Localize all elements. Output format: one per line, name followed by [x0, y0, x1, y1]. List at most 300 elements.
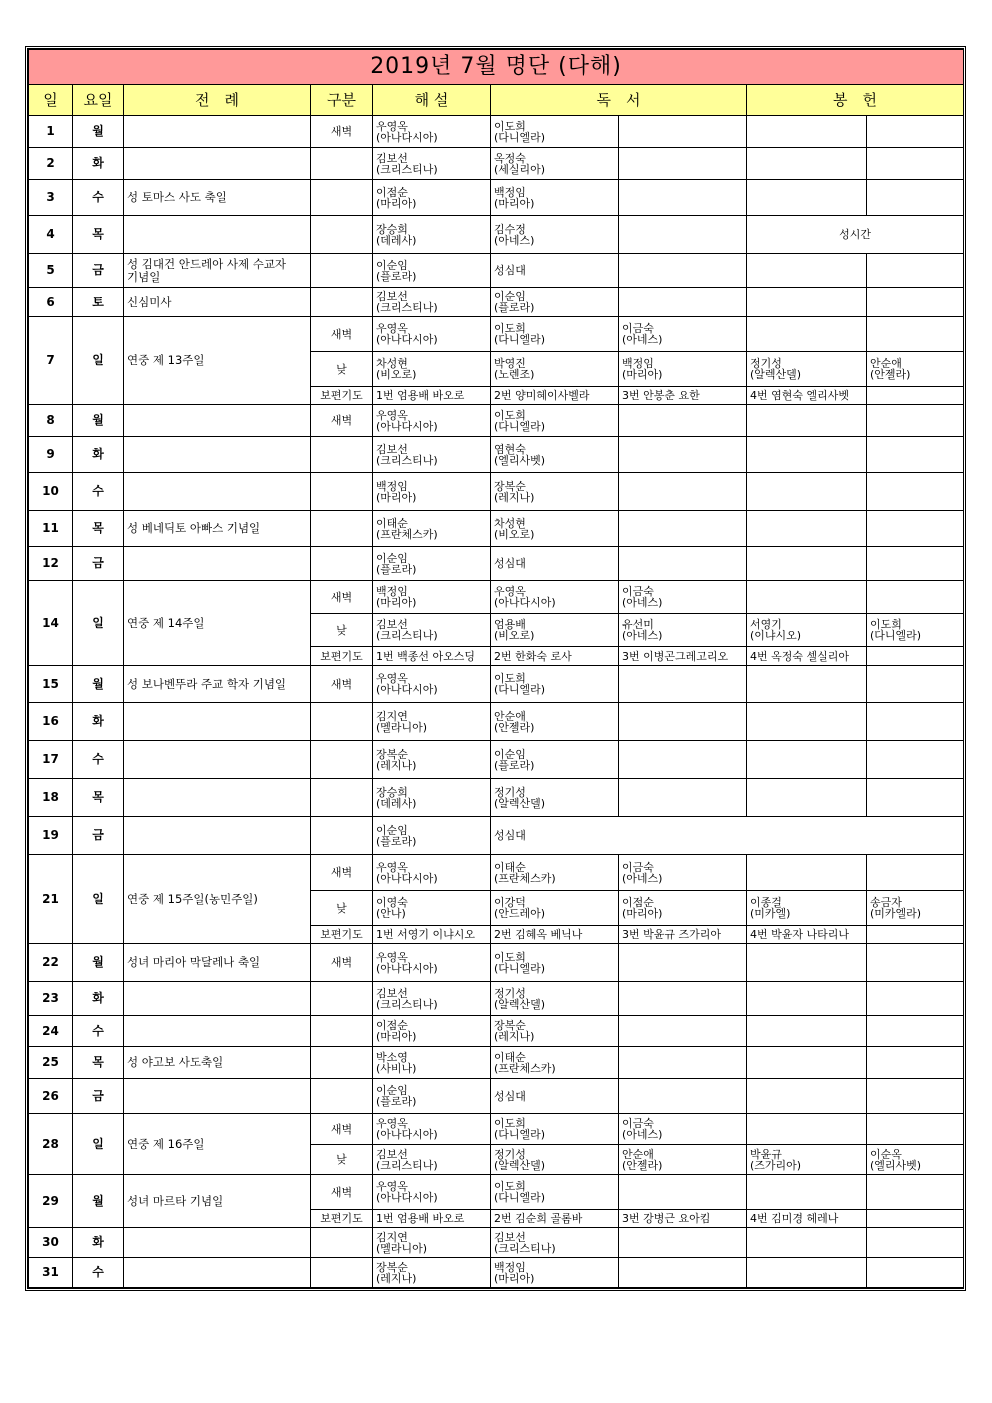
offering-cell: 이종걸 (미카엘): [747, 891, 867, 926]
commentary-cell: 우영옥 (아나다시아): [373, 666, 491, 703]
offering-cell: [867, 288, 964, 317]
commentary-cell: 이태순 (프란체스카): [373, 511, 491, 547]
commentary-cell: 이순임 (플로라): [373, 1079, 491, 1114]
offering-cell: [747, 405, 867, 437]
reading-cell: 이금숙 (아네스): [619, 1114, 747, 1145]
reading-cell: 이태순 (프란체스카): [491, 1047, 619, 1079]
weekday: 월: [73, 405, 124, 437]
commentary-cell: 1번 백종선 아오스딩: [373, 647, 491, 666]
reading-cell: 3번 안봉춘 요한: [619, 387, 747, 405]
reading-cell: [619, 511, 747, 547]
liturgy-feast: [124, 116, 311, 148]
offering-cell: [867, 317, 964, 352]
commentary-cell: 장복순 (레지나): [373, 741, 491, 779]
reading-cell: 정기성 (알렉산델): [491, 982, 619, 1016]
header-weekday: 요일: [73, 85, 124, 116]
commentary-cell: 1번 엄용배 바오로: [373, 1210, 491, 1228]
day-number: 25: [29, 1047, 73, 1079]
reading-cell: [619, 779, 747, 817]
reading-cell: 염현숙 (엘리사벳): [491, 437, 619, 473]
day-number: 8: [29, 405, 73, 437]
table-row: [29, 216, 964, 254]
table-row: [29, 148, 964, 180]
commentary-cell: 이점순 (마리아): [373, 180, 491, 216]
table-row: [29, 982, 964, 1016]
offering-cell: 송금자 (미카엘라): [867, 891, 964, 926]
service-kind: [311, 703, 373, 741]
reading-cell: [619, 547, 747, 581]
liturgy-feast: [124, 216, 311, 254]
reading-cell: 2번 김순희 골롬바: [491, 1210, 619, 1228]
liturgy-feast: 성녀 마르타 기념일: [124, 1175, 311, 1228]
reading-cell: [619, 1079, 747, 1114]
offering-cell: 안순애 (안젤라): [867, 352, 964, 387]
reading-cell: 박영진 (노렌조): [491, 352, 619, 387]
table-row: [29, 1079, 964, 1114]
weekday: 월: [73, 116, 124, 148]
liturgy-feast: [124, 817, 311, 855]
day-number: 1: [29, 116, 73, 148]
reading-cell: 우영옥 (아나다시아): [491, 581, 619, 614]
service-kind: [311, 288, 373, 317]
offering-cell: 이도희 (다니엘라): [867, 614, 964, 647]
reading-cell: 2번 김혜옥 베닉나: [491, 926, 619, 944]
reading-cell: 이태순 (프란체스카): [491, 855, 619, 891]
commentary-cell: 우영옥 (아나다시아): [373, 116, 491, 148]
service-kind: 새벽: [311, 405, 373, 437]
day-number: 22: [29, 944, 73, 982]
reading-cell: 이순임 (플로라): [491, 741, 619, 779]
offering-cell: [867, 581, 964, 614]
offering-cell: [747, 1016, 867, 1047]
service-kind: [311, 148, 373, 180]
service-kind: [311, 180, 373, 216]
table-row: [29, 437, 964, 473]
reading-cell: [619, 254, 747, 288]
offering-cell: [867, 473, 964, 511]
offering-cell: [867, 926, 964, 944]
offering-cell: [747, 703, 867, 741]
day-number: 17: [29, 741, 73, 779]
reading-cell: 이순임 (플로라): [491, 288, 619, 317]
reading-cell: 이도희 (다니엘라): [491, 1175, 619, 1210]
table-row: [29, 1228, 964, 1258]
day-number: 7: [29, 317, 73, 405]
service-kind: [311, 741, 373, 779]
reading-cell: 안순애 (안젤라): [491, 703, 619, 741]
service-kind: 새벽: [311, 1114, 373, 1145]
commentary-cell: 장승희 (데레사): [373, 216, 491, 254]
reading-cell: 이점순 (마리아): [619, 891, 747, 926]
reading-cell: [619, 703, 747, 741]
reading-cell: 이도희 (다니엘라): [491, 944, 619, 982]
table-row: [29, 581, 964, 614]
table-row: [29, 1114, 964, 1145]
liturgy-feast: 성 토마스 사도 축일: [124, 180, 311, 216]
offering-cell: [867, 666, 964, 703]
table-row: [29, 288, 964, 317]
liturgy-feast: [124, 547, 311, 581]
offering-cell: [747, 317, 867, 352]
offering-cell: [867, 944, 964, 982]
liturgy-feast: [124, 473, 311, 511]
reading-cell: 백정임 (마리아): [491, 180, 619, 216]
offering-cell: [867, 1047, 964, 1079]
reading-cell: 이도희 (다니엘라): [491, 1114, 619, 1145]
liturgy-feast: 성 보나벤뚜라 주교 학자 기념일: [124, 666, 311, 703]
weekday: 금: [73, 817, 124, 855]
table-row: [29, 1175, 964, 1210]
offering-cell: [747, 437, 867, 473]
reading-cell: [619, 1047, 747, 1079]
liturgy-feast: [124, 741, 311, 779]
offering-cell: 성시간: [747, 216, 964, 254]
commentary-cell: 박소영 (사비나): [373, 1047, 491, 1079]
reading-cell: [619, 1258, 747, 1288]
offering-cell: [747, 1114, 867, 1145]
table-row: [29, 944, 964, 982]
day-number: 30: [29, 1228, 73, 1258]
weekday: 화: [73, 982, 124, 1016]
service-kind: 새벽: [311, 116, 373, 148]
service-kind: [311, 779, 373, 817]
service-kind: [311, 1079, 373, 1114]
reading-cell: 이금숙 (아네스): [619, 317, 747, 352]
commentary-cell: 백정임 (마리아): [373, 581, 491, 614]
offering-cell: [867, 779, 964, 817]
offering-cell: [747, 581, 867, 614]
commentary-cell: 김보선 (크리스티나): [373, 288, 491, 317]
reading-cell: [619, 148, 747, 180]
reading-cell: 2번 양미혜이사벨라: [491, 387, 619, 405]
liturgy-feast: [124, 1258, 311, 1288]
commentary-cell: 1번 엄용배 바오로: [373, 387, 491, 405]
commentary-cell: 우영옥 (아나다시아): [373, 405, 491, 437]
table-row: [29, 116, 964, 148]
day-number: 28: [29, 1114, 73, 1175]
offering-cell: 4번 박윤자 나타리나: [747, 926, 867, 944]
reading-cell: [619, 288, 747, 317]
weekday: 금: [73, 254, 124, 288]
offering-cell: [867, 855, 964, 891]
reading-cell: [619, 944, 747, 982]
service-kind: 낮: [311, 1145, 373, 1175]
weekday: 일: [73, 855, 124, 944]
offering-cell: [867, 180, 964, 216]
commentary-cell: 장복순 (레지나): [373, 1258, 491, 1288]
day-number: 5: [29, 254, 73, 288]
offering-cell: 4번 옥정숙 셀실리아: [747, 647, 867, 666]
weekday: 수: [73, 1258, 124, 1288]
reading-cell: 이금숙 (아네스): [619, 855, 747, 891]
service-kind: 새벽: [311, 1175, 373, 1210]
service-kind: [311, 547, 373, 581]
reading-cell: 김수정 (아네스): [491, 216, 619, 254]
table-row: [29, 817, 964, 855]
service-kind: 낮: [311, 352, 373, 387]
weekday: 일: [73, 1114, 124, 1175]
weekday: 화: [73, 148, 124, 180]
liturgy-feast: 연중 제 16주일: [124, 1114, 311, 1175]
day-number: 21: [29, 855, 73, 944]
offering-cell: [867, 1175, 964, 1210]
liturgy-feast: [124, 1016, 311, 1047]
reading-cell: 성심대: [491, 1079, 619, 1114]
commentary-cell: 우영옥 (아나다시아): [373, 1175, 491, 1210]
weekday: 화: [73, 437, 124, 473]
weekday: 일: [73, 317, 124, 405]
commentary-cell: 차성현 (비오로): [373, 352, 491, 387]
service-kind: 낮: [311, 614, 373, 647]
commentary-cell: 우영옥 (아나다시아): [373, 1114, 491, 1145]
offering-cell: [747, 741, 867, 779]
liturgy-feast: [124, 1228, 311, 1258]
service-kind: 새벽: [311, 317, 373, 352]
offering-cell: 정기성 (알렉산델): [747, 352, 867, 387]
reading-cell: 이도희 (다니엘라): [491, 317, 619, 352]
offering-cell: [867, 148, 964, 180]
commentary-cell: 김보선 (크리스티나): [373, 982, 491, 1016]
reading-cell: 정기성 (알렉산델): [491, 779, 619, 817]
table-row: [29, 666, 964, 703]
table-row: [29, 473, 964, 511]
table-row: [29, 180, 964, 216]
offering-cell: [867, 547, 964, 581]
offering-cell: [867, 982, 964, 1016]
commentary-cell: 김보선 (크리스티나): [373, 1145, 491, 1175]
commentary-cell: 김보선 (크리스티나): [373, 148, 491, 180]
day-number: 26: [29, 1079, 73, 1114]
reading-cell: [619, 666, 747, 703]
liturgy-feast: [124, 148, 311, 180]
offering-cell: [747, 148, 867, 180]
offering-cell: 박윤규 (즈가리아): [747, 1145, 867, 1175]
reading-cell: [619, 1228, 747, 1258]
offering-cell: 4번 염현숙 엘리사벳: [747, 387, 867, 405]
reading-cell: 3번 박윤규 즈가리아: [619, 926, 747, 944]
commentary-cell: 김보선 (크리스티나): [373, 614, 491, 647]
reading-cell: [619, 1016, 747, 1047]
table-row: [29, 703, 964, 741]
service-kind: 새벽: [311, 944, 373, 982]
commentary-cell: 이영숙 (안나): [373, 891, 491, 926]
offering-cell: [867, 437, 964, 473]
day-number: 12: [29, 547, 73, 581]
commentary-cell: 백정임 (마리아): [373, 473, 491, 511]
table-row: [29, 405, 964, 437]
header-day: 일: [29, 85, 73, 116]
commentary-cell: 우영옥 (아나다시아): [373, 317, 491, 352]
day-number: 24: [29, 1016, 73, 1047]
table-row: [29, 511, 964, 547]
commentary-cell: 장승희 (데레사): [373, 779, 491, 817]
offering-cell: [867, 1228, 964, 1258]
reading-cell: [619, 216, 747, 254]
reading-cell: 성심대: [491, 817, 964, 855]
service-kind: 낮: [311, 891, 373, 926]
offering-cell: [747, 1079, 867, 1114]
page-title: 2019년 7월 명단 (다해): [29, 50, 964, 85]
weekday: 목: [73, 216, 124, 254]
header-kind: 구분: [311, 85, 373, 116]
reading-cell: 정기성 (알렉산델): [491, 1145, 619, 1175]
weekday: 일: [73, 581, 124, 666]
commentary-cell: 우영옥 (아나다시아): [373, 944, 491, 982]
header-commentary: 해 설: [373, 85, 491, 116]
weekday: 월: [73, 666, 124, 703]
day-number: 29: [29, 1175, 73, 1228]
offering-cell: [747, 855, 867, 891]
reading-cell: 장복순 (레지나): [491, 1016, 619, 1047]
liturgy-feast: 연중 제 13주일: [124, 317, 311, 405]
offering-cell: [867, 1210, 964, 1228]
reading-cell: 유선미 (아네스): [619, 614, 747, 647]
weekday: 금: [73, 547, 124, 581]
day-number: 10: [29, 473, 73, 511]
commentary-cell: 이점순 (마리아): [373, 1016, 491, 1047]
weekday: 토: [73, 288, 124, 317]
reading-cell: 장복순 (레지나): [491, 473, 619, 511]
reading-cell: 백정임 (마리아): [619, 352, 747, 387]
service-kind: [311, 254, 373, 288]
day-number: 18: [29, 779, 73, 817]
commentary-cell: 김지연 (멜라니아): [373, 1228, 491, 1258]
commentary-cell: 우영옥 (아나다시아): [373, 855, 491, 891]
offering-cell: [867, 1016, 964, 1047]
offering-cell: 이순옥 (엘리사벳): [867, 1145, 964, 1175]
day-number: 6: [29, 288, 73, 317]
day-number: 9: [29, 437, 73, 473]
day-number: 15: [29, 666, 73, 703]
commentary-cell: 김보선 (크리스티나): [373, 437, 491, 473]
reading-cell: 엄용배 (비오로): [491, 614, 619, 647]
reading-cell: 백정임 (마리아): [491, 1258, 619, 1288]
table-row: [29, 1258, 964, 1288]
reading-cell: 성심대: [491, 254, 619, 288]
service-kind: 보편기도: [311, 926, 373, 944]
offering-cell: [747, 779, 867, 817]
offering-cell: [867, 1258, 964, 1288]
table-row: [29, 317, 964, 352]
day-number: 16: [29, 703, 73, 741]
reading-cell: [619, 473, 747, 511]
service-kind: 새벽: [311, 666, 373, 703]
offering-cell: [867, 1079, 964, 1114]
liturgy-feast: 연중 제 15주일(농민주일): [124, 855, 311, 944]
day-number: 14: [29, 581, 73, 666]
offering-cell: [747, 1258, 867, 1288]
liturgy-feast: 성 베네딕토 아빠스 기념일: [124, 511, 311, 547]
offering-cell: [747, 547, 867, 581]
header-row: [29, 85, 964, 116]
reading-cell: 이도희 (다니엘라): [491, 405, 619, 437]
liturgy-feast: [124, 982, 311, 1016]
reading-cell: [619, 1175, 747, 1210]
liturgy-feast: [124, 437, 311, 473]
table-row: [29, 855, 964, 891]
reading-cell: 옥정숙 (세실리아): [491, 148, 619, 180]
table-row: [29, 547, 964, 581]
offering-cell: [867, 405, 964, 437]
table-row: [29, 741, 964, 779]
offering-cell: [747, 666, 867, 703]
service-kind: [311, 1258, 373, 1288]
weekday: 수: [73, 180, 124, 216]
offering-cell: [747, 288, 867, 317]
service-kind: [311, 216, 373, 254]
weekday: 월: [73, 944, 124, 982]
weekday: 수: [73, 741, 124, 779]
offering-cell: [747, 1047, 867, 1079]
offering-cell: [747, 254, 867, 288]
table-row: [29, 1047, 964, 1079]
offering-cell: [867, 703, 964, 741]
roster-sheet: [25, 46, 966, 1291]
commentary-cell: 이순임 (플로라): [373, 817, 491, 855]
offering-cell: [747, 1228, 867, 1258]
commentary-cell: 이순임 (플로라): [373, 254, 491, 288]
offering-cell: [747, 473, 867, 511]
service-kind: [311, 1228, 373, 1258]
reading-cell: 이도희 (다니엘라): [491, 116, 619, 148]
service-kind: 새벽: [311, 855, 373, 891]
reading-cell: [619, 405, 747, 437]
liturgy-feast: 성녀 마리아 막달레나 축일: [124, 944, 311, 982]
liturgy-feast: 연중 제 14주일: [124, 581, 311, 666]
table-row: [29, 779, 964, 817]
service-kind: 보편기도: [311, 647, 373, 666]
service-kind: [311, 1047, 373, 1079]
service-kind: 새벽: [311, 581, 373, 614]
liturgy-feast: [124, 703, 311, 741]
service-kind: [311, 1016, 373, 1047]
weekday: 월: [73, 1175, 124, 1228]
offering-cell: [867, 116, 964, 148]
liturgy-feast: 성 야고보 사도축일: [124, 1047, 311, 1079]
header-reading: 독 서: [491, 85, 747, 116]
liturgy-feast: [124, 1079, 311, 1114]
reading-cell: 이강덕 (안드레아): [491, 891, 619, 926]
reading-cell: [619, 116, 747, 148]
weekday: 수: [73, 1016, 124, 1047]
table-row: [29, 254, 964, 288]
reading-cell: 이금숙 (아네스): [619, 581, 747, 614]
day-number: 2: [29, 148, 73, 180]
day-number: 11: [29, 511, 73, 547]
offering-cell: [747, 982, 867, 1016]
roster-body: [29, 116, 964, 1288]
liturgy-feast: [124, 405, 311, 437]
commentary-cell: 이순임 (플로라): [373, 547, 491, 581]
reading-cell: [619, 741, 747, 779]
day-number: 31: [29, 1258, 73, 1288]
commentary-cell: 1번 서영기 이냐시오: [373, 926, 491, 944]
reading-cell: [619, 982, 747, 1016]
weekday: 화: [73, 1228, 124, 1258]
service-kind: [311, 982, 373, 1016]
header-offering: 봉 헌: [747, 85, 964, 116]
liturgy-feast: 신심미사: [124, 288, 311, 317]
reading-cell: 3번 이병곤그레고리오: [619, 647, 747, 666]
reading-cell: [619, 437, 747, 473]
liturgy-feast: 성 김대건 안드레아 사제 수교자 기념일: [124, 254, 311, 288]
service-kind: 보편기도: [311, 387, 373, 405]
commentary-cell: 김지연 (멜라니아): [373, 703, 491, 741]
reading-cell: 2번 한화숙 로사: [491, 647, 619, 666]
reading-cell: 차성현 (비오로): [491, 511, 619, 547]
offering-cell: [867, 387, 964, 405]
weekday: 목: [73, 511, 124, 547]
